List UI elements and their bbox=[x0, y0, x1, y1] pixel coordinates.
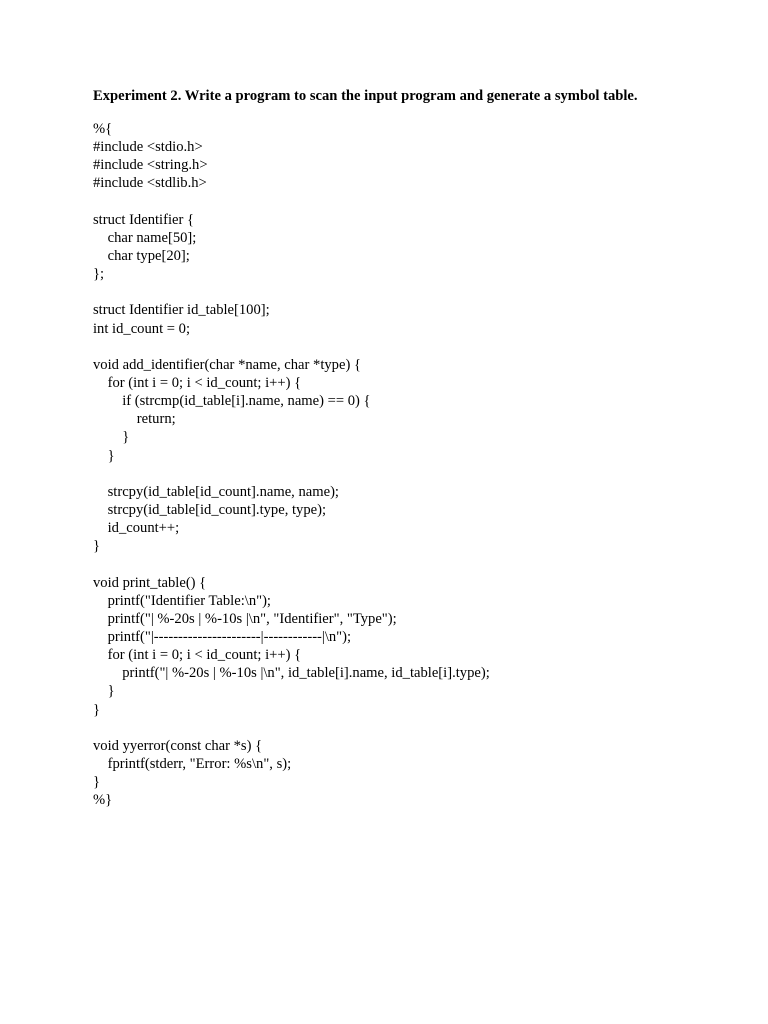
code-line: #include <stdlib.h> bbox=[93, 175, 207, 192]
code-line: char type[20]; bbox=[93, 247, 190, 264]
code-line bbox=[93, 193, 490, 211]
code-line: printf("| %-20s | %-10s |\n", id_table[i].name, id_table[i].type); bbox=[93, 665, 490, 682]
code-line: if (strcmp(id_table[i].name, name) == 0) { bbox=[93, 393, 371, 410]
code-line: }; bbox=[93, 266, 105, 283]
code-line: } bbox=[93, 701, 101, 718]
experiment-heading: Experiment 2. Write a program to scan the input program and generate a symbol table. bbox=[93, 88, 638, 104]
code-line: strcpy(id_table[id_count].name, name); bbox=[93, 483, 339, 500]
code-line: } bbox=[93, 447, 115, 464]
code-line: #include <string.h> bbox=[93, 157, 208, 174]
code-line: struct Identifier { bbox=[93, 211, 195, 228]
code-line: %} bbox=[93, 792, 113, 809]
code-line: for (int i = 0; i < id_count; i++) { bbox=[93, 374, 302, 391]
code-line: printf("Identifier Table:\n"); bbox=[93, 592, 271, 609]
code-line: } bbox=[93, 538, 101, 555]
code-line: printf("|----------------------|------------|\n"); bbox=[93, 628, 352, 645]
code-line: } bbox=[93, 429, 130, 446]
code-line bbox=[93, 555, 490, 573]
code-listing bbox=[93, 120, 490, 809]
code-line: void yyerror(const char *s) { bbox=[93, 737, 263, 754]
code-line: char name[50]; bbox=[93, 229, 197, 246]
code-line: void print_table() { bbox=[93, 574, 207, 591]
code-line: %{ bbox=[93, 121, 113, 137]
code-line bbox=[93, 719, 490, 737]
code-line: #include <stdio.h> bbox=[93, 139, 203, 156]
code-line bbox=[93, 338, 490, 356]
code-line: fprintf(stderr, "Error: %s\n", s); bbox=[93, 755, 292, 772]
code-line bbox=[93, 465, 490, 483]
code-line: void add_identifier(char *name, char *type) { bbox=[93, 356, 361, 373]
code-line: for (int i = 0; i < id_count; i++) { bbox=[93, 647, 302, 664]
code-line: strcpy(id_table[id_count].type, type); bbox=[93, 501, 327, 518]
code-line: } bbox=[93, 774, 101, 791]
code-line: return; bbox=[93, 411, 176, 428]
code-line: printf("| %-20s | %-10s |\n", "Identifier", "Type"); bbox=[93, 610, 397, 627]
code-line: struct Identifier id_table[100]; bbox=[93, 302, 270, 319]
code-line bbox=[93, 283, 490, 301]
code-line: id_count++; bbox=[93, 520, 180, 537]
code-line: int id_count = 0; bbox=[93, 320, 191, 337]
code-line: } bbox=[93, 683, 115, 700]
